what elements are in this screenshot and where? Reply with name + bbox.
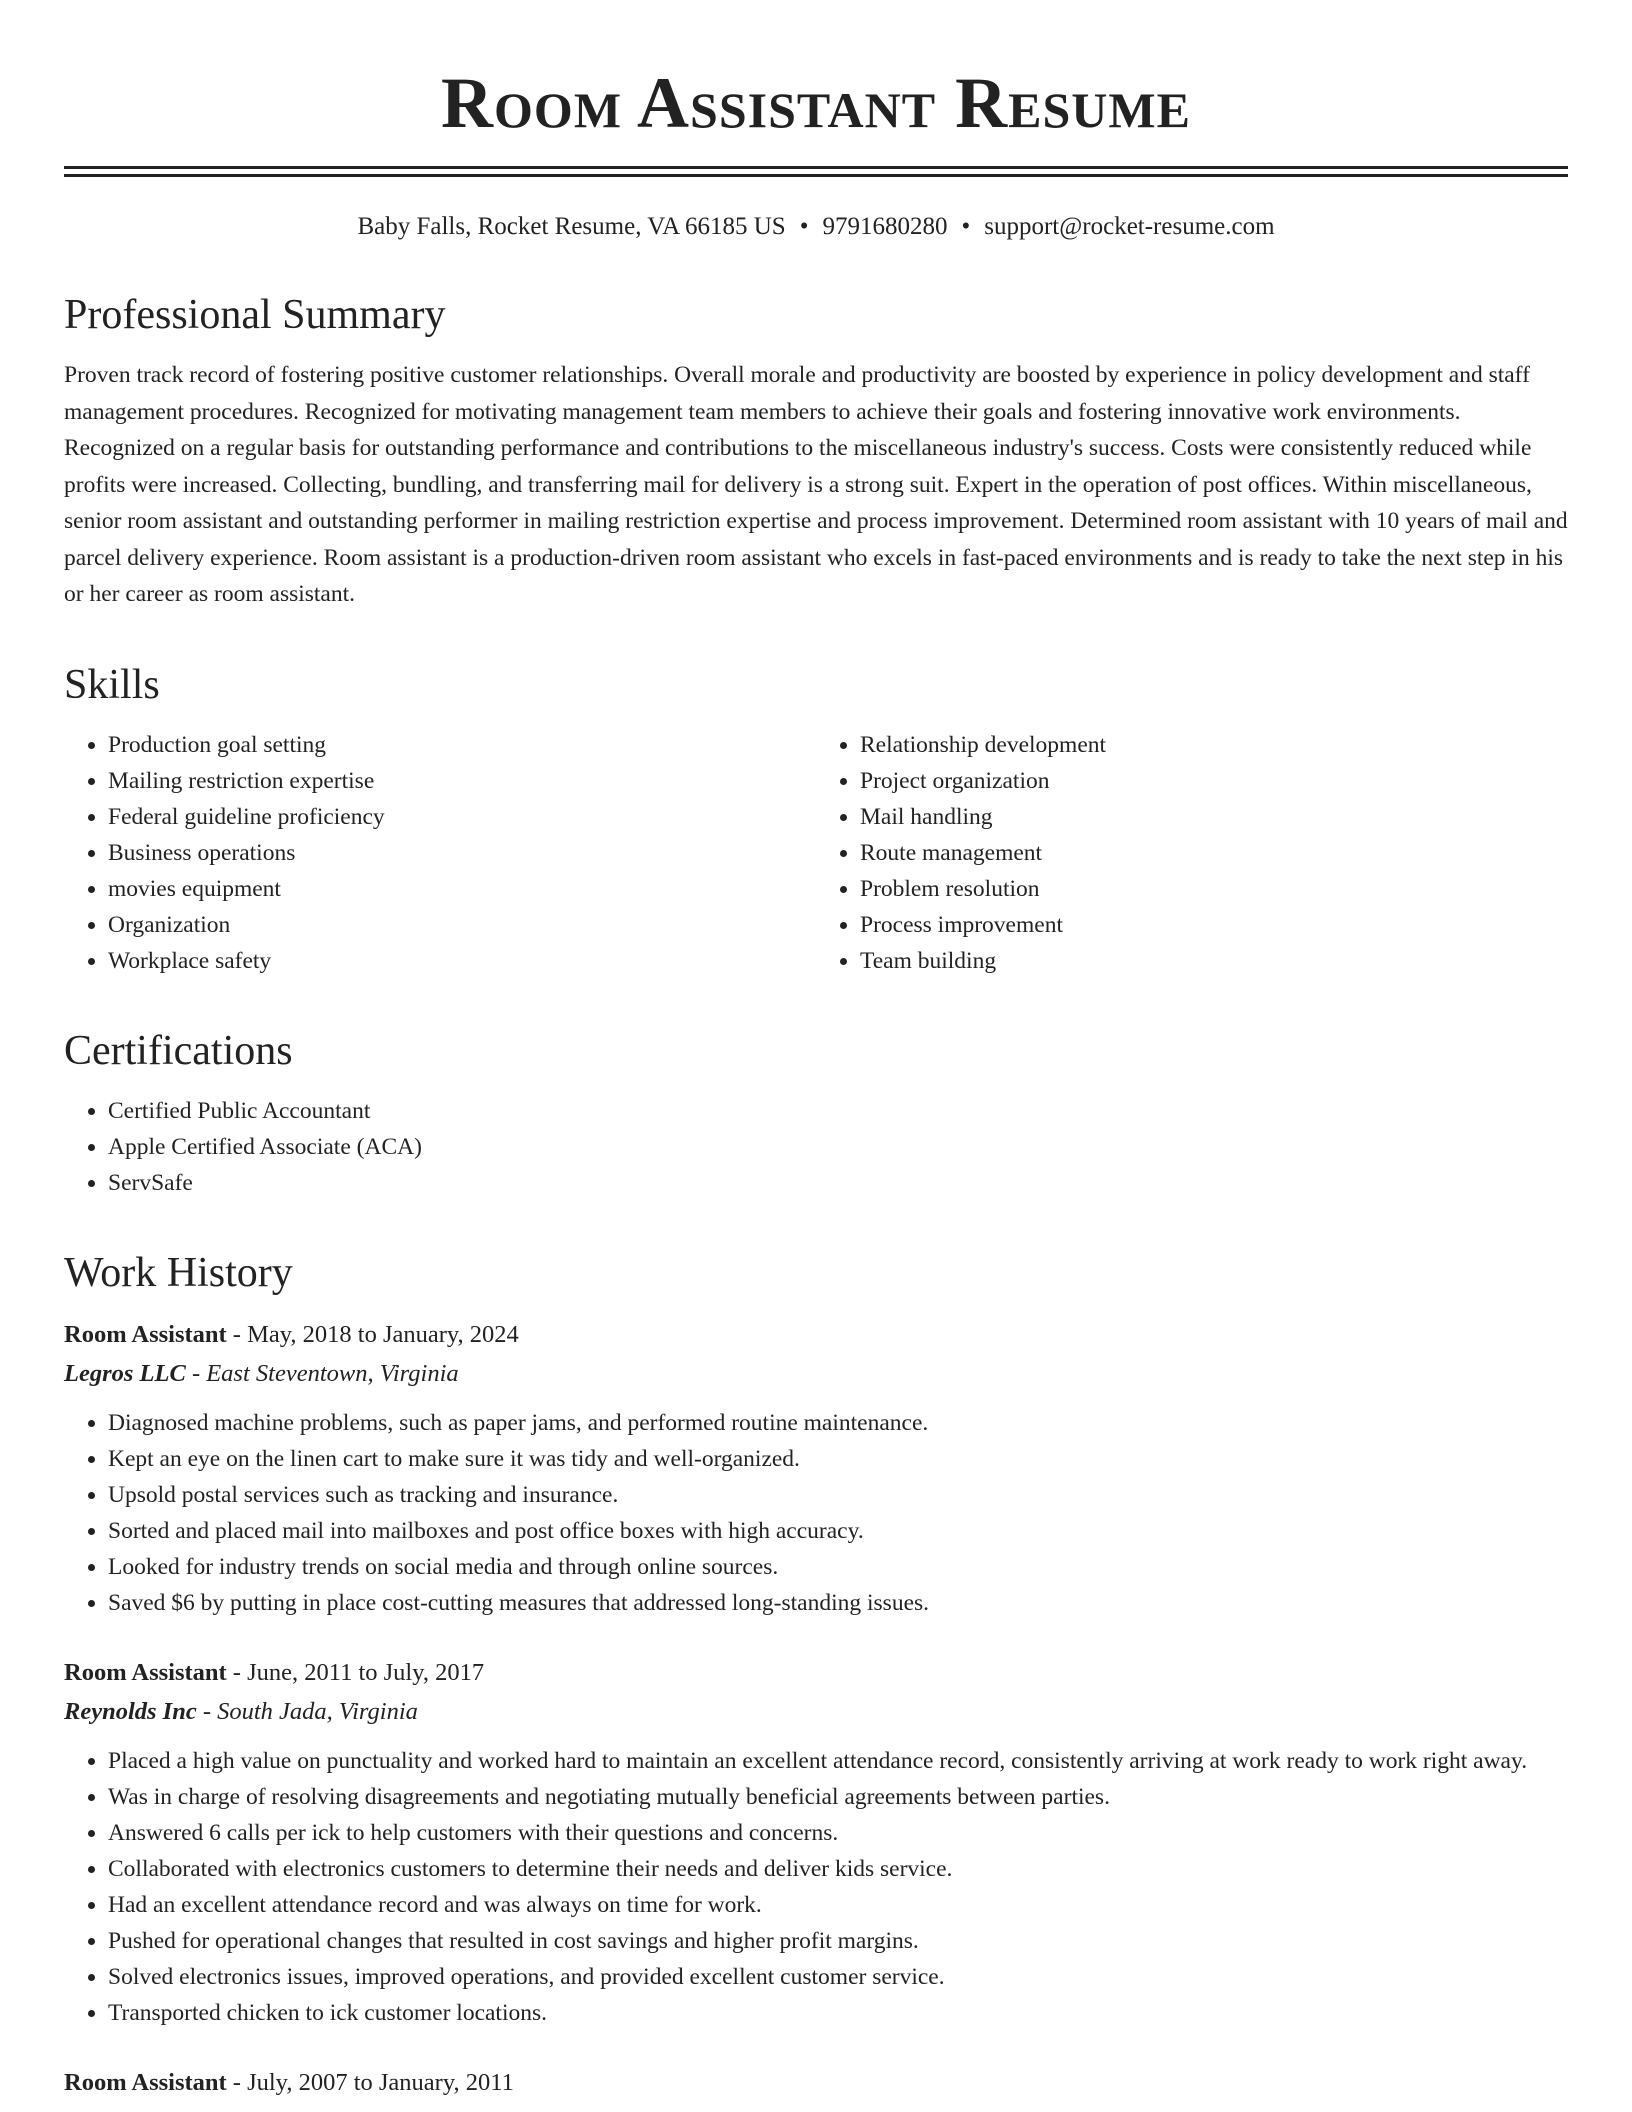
job-entry	[64, 1653, 1568, 2031]
skill-item: • Production goal setting	[108, 727, 816, 763]
title-double-rule	[64, 166, 1568, 177]
skill-item: • Relationship development	[860, 727, 1568, 763]
job-bullet: • Looked for industry trends on social media and through online sources.	[108, 1549, 1568, 1585]
skill-item: • Business operations	[108, 835, 816, 871]
certification-item: • ServSafe	[108, 1165, 1568, 1201]
skill-item: • Workplace safety	[108, 943, 816, 979]
job-dates: - July, 2007 to January, 2011	[226, 2068, 514, 2096]
skills-heading: Skills	[64, 661, 160, 708]
job-bullet: • Placed a high value on punctuality and worked hard to maintain an excellent attendance record, consistently arriving at work ready to work right away.	[108, 1743, 1568, 1779]
job-role: Room Assistant	[64, 1320, 227, 1348]
certifications-heading: Certifications	[64, 1027, 293, 1074]
job-bullet: • Answered 6 calls per ick to help customers with their questions and concerns.	[108, 1815, 1568, 1851]
job-title-line	[64, 1315, 1568, 1354]
job-bullet: • Was in charge of resolving disagreements and negotiating mutually beneficial agreements between parties.	[108, 1779, 1568, 1815]
skill-item: • Project organization	[860, 763, 1568, 799]
job-location: - East Steventown, Virginia	[185, 1359, 459, 1387]
job-title-line	[64, 1653, 1568, 1692]
job-bullet: • Collaborated with electronics customers to determine their needs and deliver kids service.	[108, 1851, 1568, 1887]
skill-item: • Federal guideline proficiency	[108, 799, 816, 835]
contact-line	[64, 211, 1568, 243]
skill-item: • Mail handling	[860, 799, 1568, 835]
resume-page	[64, 0, 1568, 2102]
contact-phone: 9791680280	[822, 213, 948, 240]
job-bullet: • Transported chicken to ick customer locations.	[108, 1995, 1568, 2031]
job-location: - South Jada, Virginia	[196, 1697, 418, 1725]
job-company: Reynolds Inc	[64, 1697, 197, 1725]
job-bullets	[64, 1405, 1568, 1621]
resume-title: Room Assistant Resume	[441, 63, 1191, 143]
work-history-heading: Work History	[64, 1249, 293, 1296]
contact-separator: •	[961, 213, 971, 240]
contact-email: support@rocket-resume.com	[984, 213, 1275, 240]
job-company-line	[64, 1692, 1568, 1731]
summary-text: Proven track record of fostering positive customer relationships. Overall morale and productivity are boosted by experience in policy development and staff management procedures. Recognized for motivating management team members to achieve their goals and fostering innovative work environments. Recognized on a regular basis for outstanding performance and contributions to the miscellaneous industry's success. Costs were consistently reduced while profits were increased. Collecting, bundling, and transferring mail for delivery is a strong suit. Expert in the operation of post offices. Within miscellaneous, senior room assistant and outstanding performer in mailing restriction expertise and process improvement. Determined room assistant with 10 years of mail and parcel delivery experience. Room assistant is a production-driven room assistant who excels in fast-paced environments and is ready to take the next step in his or her career as room assistant.	[64, 362, 1568, 607]
certification-item: • Certified Public Accountant	[108, 1093, 1568, 1129]
job-bullet: • Solved electronics issues, improved operations, and provided excellent customer service.	[108, 1959, 1568, 1995]
job-entry	[64, 1315, 1568, 1621]
certification-item: • Apple Certified Associate (ACA)	[108, 1129, 1568, 1165]
job-role: Room Assistant	[64, 2068, 227, 2096]
job-title-line	[64, 2063, 1568, 2102]
skill-item: • Organization	[108, 907, 816, 943]
job-role: Room Assistant	[64, 1658, 227, 1686]
skill-item: • Team building	[860, 943, 1568, 979]
job-bullet: • Saved $6 by putting in place cost-cutting measures that addressed long-standing issues.	[108, 1585, 1568, 1621]
job-dates: - June, 2011 to July, 2017	[226, 1658, 485, 1686]
certifications-list	[64, 1093, 1568, 1201]
job-bullet: • Pushed for operational changes that resulted in cost savings and higher profit margins.	[108, 1923, 1568, 1959]
skills-list	[64, 727, 1568, 979]
skill-item: • movies equipment	[108, 871, 816, 907]
job-bullet: • Diagnosed machine problems, such as paper jams, and performed routine maintenance.	[108, 1405, 1568, 1441]
skills-column-right	[816, 727, 1568, 979]
job-bullet: • Had an excellent attendance record and was always on time for work.	[108, 1887, 1568, 1923]
summary-heading: Professional Summary	[64, 292, 446, 338]
job-bullet: • Sorted and placed mail into mailboxes and post office boxes with high accuracy.	[108, 1513, 1568, 1549]
skill-item: • Process improvement	[860, 907, 1568, 943]
job-company: Legros LLC	[64, 1359, 186, 1387]
job-entry	[64, 2063, 1568, 2102]
skill-item: • Mailing restriction expertise	[108, 763, 816, 799]
job-bullet: • Upsold postal services such as tracking and insurance.	[108, 1477, 1568, 1513]
skill-item: • Problem resolution	[860, 871, 1568, 907]
contact-address: Baby Falls, Rocket Resume, VA 66185 US	[357, 213, 786, 240]
skills-column-left	[64, 727, 816, 979]
job-company-line	[64, 1354, 1568, 1393]
job-bullet: • Kept an eye on the linen cart to make sure it was tidy and well-organized.	[108, 1441, 1568, 1477]
skill-item: • Route management	[860, 835, 1568, 871]
job-dates: - May, 2018 to January, 2024	[226, 1320, 519, 1348]
contact-separator: •	[799, 213, 809, 240]
job-bullets	[64, 1743, 1568, 2031]
